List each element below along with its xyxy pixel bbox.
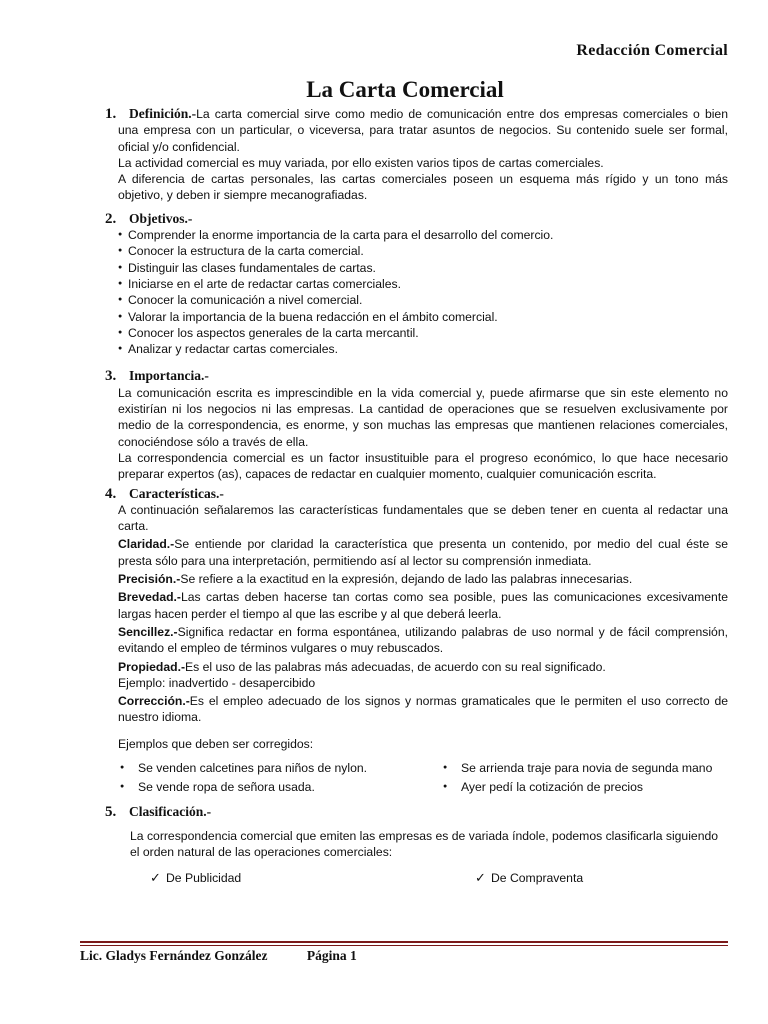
paragraph-brevedad (118, 589, 728, 622)
term: Sencillez.- (118, 624, 178, 639)
section-title: Definición.- (129, 106, 197, 121)
section-clasificacion (105, 803, 728, 887)
section-title: Características.- (129, 485, 224, 501)
term: Brevedad.- (118, 590, 181, 605)
term: Propiedad.- (118, 659, 186, 674)
list-item: ● Se arrienda traje para novia de segunda mano (441, 760, 728, 776)
examples-left-list (118, 760, 405, 799)
section-heading (105, 368, 728, 385)
paragraph: La carta comercial sirve como medio de comunicación entre dos empresas comerciales o bien una empresa con un particular, o viceversa, para tratar asuntos de negocios. Su contenido suele ser formal, oficial y/o confidencial. (118, 107, 728, 154)
definition: Significa redactar en forma espontánea, utilizando palabras de uso normal y de fácil comprensión, evitando el empleo de términos vulgares o muy rebuscados. (118, 624, 728, 656)
classification-right (403, 870, 728, 886)
paragraph: A diferencia de cartas personales, las cartas comerciales poseen un esquema más rígido y un tono más objetivo, y deben ir siempre mecanografiadas. (118, 172, 728, 203)
definition: Es el uso de las palabras más adecuadas, de acuerdo con su real significado. (185, 659, 606, 674)
list-item: ● Se venden calcetines para niños de nylon. (118, 760, 405, 776)
paragraph: La comunicación escrita es imprescindible en la vida comercial y, puede afirmarse que sin este elemento no existirían ni los negocios ni las empresas. La cantidad de operaciones que se resuelven exclusivamente por medio de la correspondencia, es enorme, y son muchas las empresas que mantienen relaciones comerciales, conociéndose sólo a través de ella. (118, 385, 728, 449)
objectives-list (118, 227, 728, 357)
section-number: 1. (105, 106, 117, 122)
list-item: ● Se vende ropa de señora usada. (118, 779, 405, 795)
list-item: ● Ayer pedí la cotización de precios (441, 779, 728, 795)
section-title: Importancia.- (129, 368, 209, 384)
section-heading (105, 803, 728, 820)
definition: Las cartas deben hacerse tan cortas como sea posible, pues las comunicaciones excesivamente largas hacen perder el tiempo al que las escribe y al que deberá leerla. (118, 590, 728, 621)
section-number: 3. (105, 368, 117, 385)
list-item: ● Valorar la importancia de la buena redacción en el ámbito comercial. (118, 309, 728, 325)
footer-author: Lic. Gladys Fernández González (80, 948, 268, 963)
list-item: ● Comprender la enorme importancia de la carta para el desarrollo del comercio. (118, 227, 728, 243)
footer-rule (80, 945, 728, 946)
definition: Es el empleo adecuado de los signos y normas gramaticales que le permiten el uso correcto de nuestro idioma. (118, 694, 728, 725)
section-heading (105, 485, 728, 502)
check-label: De Publicidad (166, 871, 242, 886)
term: Precisión.- (118, 572, 181, 587)
document-title: La Carta Comercial (306, 77, 504, 102)
examples-columns (118, 760, 728, 799)
section-title: Objetivos.- (129, 210, 193, 226)
section-caracteristicas (105, 485, 728, 799)
list-item: ● Conocer los aspectos generales de la carta mercantil. (118, 325, 728, 341)
section-objetivos (105, 210, 728, 358)
examples-right-list (405, 760, 728, 799)
list-item: ● Conocer la estructura de la carta comercial. (118, 243, 728, 259)
list-item: ● Distinguir las clases fundamentales de cartas. (118, 260, 728, 276)
section-number: 2. (105, 210, 117, 227)
classification-left (118, 870, 403, 886)
footer-page-number: Página 1 (306, 948, 357, 963)
footer-rule (80, 941, 728, 943)
section-number: 5. (105, 803, 117, 820)
paragraph: La correspondencia comercial que emiten las empresas es de variada índole, podemos clasificarla siguiendo el orden natural de las operaciones comerciales: (130, 828, 719, 860)
section-definicion (105, 106, 728, 204)
example-line: Ejemplo: inadvertido - desapercibido (118, 675, 316, 690)
definition: Se entiende por claridad la característica que presenta un contenido, por medio del cual éste se presta sólo para una interpretación, permitiendo así al lector su comprensión inmediata. (118, 537, 728, 568)
paragraph: A continuación señalaremos las características fundamentales que se deben tener en cuenta al redactar una carta. (118, 502, 728, 534)
section-number: 4. (105, 485, 117, 502)
running-header: Redacción Comercial (576, 42, 728, 59)
list-item: ● Analizar y redactar cartas comerciales. (118, 341, 728, 357)
section-title: Clasificación.- (129, 803, 212, 819)
term: Claridad.- (118, 537, 175, 552)
check-item (473, 871, 583, 885)
classification-columns (118, 870, 728, 886)
term: Corrección.- (118, 694, 190, 709)
examples-heading: Ejemplos que deben ser corregidos: (118, 736, 314, 751)
paragraph-claridad (118, 536, 728, 569)
check-label: De Compraventa (491, 871, 584, 886)
document-body (105, 106, 728, 887)
paragraph-sencillez (118, 624, 728, 657)
section-heading (105, 106, 197, 122)
paragraph-precision (118, 571, 728, 587)
paragraph-correccion (118, 693, 728, 726)
page-footer (80, 948, 357, 964)
list-item: ● Iniciarse en el arte de redactar cartas comerciales. (118, 276, 728, 292)
paragraph-propiedad (118, 659, 728, 675)
definition: Se refiere a la exactitud en la expresión, dejando de lado las palabras innecesarias. (180, 572, 633, 587)
list-item: ● Conocer la comunicación a nivel comercial. (118, 292, 728, 308)
check-item (148, 871, 241, 885)
paragraph: La correspondencia comercial es un factor insustituible para el progreso económico, lo que hace necesario preparar expertos (as), capaces de redactar en cualquier momento, cualquier comunicación escrita. (118, 450, 728, 482)
paragraph: La actividad comercial es muy variada, por ello existen varios tipos de cartas comerciales. (118, 155, 604, 170)
section-importancia (105, 368, 728, 482)
section-heading (105, 210, 728, 227)
